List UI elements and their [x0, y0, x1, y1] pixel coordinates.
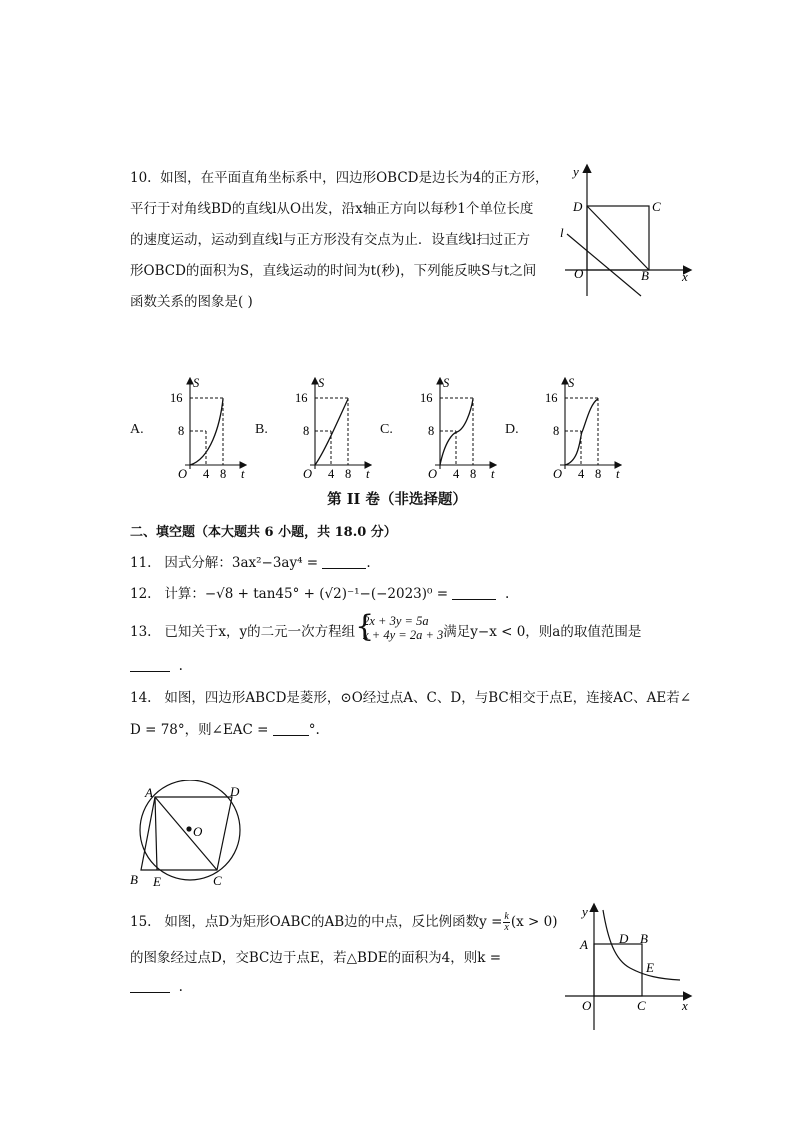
tick-16: 16	[295, 391, 308, 405]
option-graph	[275, 375, 380, 480]
q14-line-2	[130, 718, 320, 738]
x-label: x	[682, 998, 688, 1013]
segment-ae	[155, 797, 157, 870]
q15-end: .	[178, 979, 183, 995]
line-l-label: l	[560, 225, 564, 240]
q12-text: 计算：−√8 + tan45° + (√2)⁻¹−(−2023)⁰ =	[164, 586, 449, 602]
q10-number: 10.	[130, 170, 152, 186]
q15-text-1: 如图，点D为矩形OABC的AB边的中点，反比例函数y =	[164, 914, 503, 930]
line-l	[567, 234, 641, 296]
q14-line-1	[130, 686, 691, 706]
point-d-label: D	[230, 784, 240, 799]
q10-line-3: 的速度运动，运动到直线l与正方形没有交点为止．设直线l扫过正方	[130, 232, 531, 248]
s-label: S	[193, 376, 200, 390]
point-b-label: B	[641, 268, 649, 283]
q14-answer-blank[interactable]	[273, 721, 309, 736]
point-c-label: C	[213, 873, 222, 888]
point-d-label: D	[573, 199, 583, 214]
origin-label: O	[582, 998, 592, 1013]
option-label: C.	[380, 422, 393, 437]
tick-8: 8	[428, 424, 435, 438]
q13-end: .	[178, 658, 183, 674]
q13-equation-system	[355, 608, 444, 644]
point-o-label: O	[193, 824, 203, 839]
part-2-title: 第 II 卷（非选择题）	[327, 491, 467, 508]
t-label: t	[491, 467, 495, 480]
q15-rectangle-figure	[560, 900, 700, 1035]
option-graph	[150, 375, 255, 480]
origin-label: O	[178, 467, 188, 480]
q14-rhombus-figure	[125, 780, 255, 890]
tick-8: 8	[178, 424, 185, 438]
q10-line-1	[130, 166, 549, 186]
option-label: A.	[130, 422, 144, 437]
q14-text-1: 如图，四边形ABCD是菱形，⊙O经过点A、C、D，与BC相交于点E，连接AC、AE若∠	[164, 690, 692, 706]
function-curve	[565, 399, 598, 465]
question-13	[130, 608, 642, 644]
function-curve	[440, 399, 473, 465]
y-label: y	[582, 904, 588, 919]
q14-end: °.	[308, 722, 320, 738]
tick-t8: 8	[220, 467, 227, 480]
point-c-label: C	[652, 199, 661, 214]
tick-t4: 4	[203, 467, 210, 480]
point-d-label: D	[619, 931, 629, 946]
s-label: S	[318, 376, 325, 390]
y-label: y	[573, 164, 579, 179]
q15-number: 15.	[130, 914, 152, 930]
segment-ac	[155, 797, 217, 870]
q14-text-2: D = 78°，则∠EAC =	[130, 722, 269, 738]
q11-answer-blank[interactable]	[322, 554, 366, 569]
origin-label: O	[574, 266, 584, 281]
option-graph	[400, 375, 505, 480]
q10-text-1: 如图，在平面直角坐标系中，四边形OBCD是边长为4的正方形，	[160, 170, 549, 186]
t-label: t	[241, 467, 245, 480]
point-c-label: C	[637, 998, 646, 1013]
q11-text: 因式分解：3ax²−3ay⁴ =	[164, 555, 319, 571]
q15-answer-blank[interactable]	[130, 978, 170, 993]
tick-t8: 8	[345, 467, 352, 480]
q14-number: 14.	[130, 690, 152, 706]
tick-16: 16	[170, 391, 183, 405]
q13-number: 13.	[130, 624, 152, 640]
q15-line-2: 的图象经过点D，交BC边于点E，若△BDE的面积为4，则k =	[130, 950, 502, 966]
tick-t4: 4	[453, 467, 460, 480]
center-o-dot	[186, 826, 191, 831]
q10-line-5: 函数关系的图象是( )	[130, 294, 253, 310]
tick-8: 8	[553, 424, 560, 438]
origin-label: O	[303, 467, 313, 480]
q11-end: .	[366, 555, 371, 571]
q10-line-2: 平行于对角线BD的直线l从O出发，沿x轴正方向以每秒1个单位长度	[130, 201, 534, 217]
option-label: D.	[505, 422, 519, 437]
q15-frac-num: k	[504, 911, 509, 922]
t-label: t	[616, 467, 620, 480]
option-graph	[525, 375, 630, 480]
origin-label: O	[553, 467, 563, 480]
q15-fraction	[503, 912, 509, 933]
origin-label: O	[428, 467, 438, 480]
option-label: B.	[255, 422, 268, 437]
q13-prefix: 已知关于x，y的二元一次方程组	[164, 624, 356, 640]
q10-line-4: 形OBCD的面积为S，直线运动的时间为t(秒)，下列能反映S与t之间	[130, 263, 537, 279]
q13-suffix: 满足y−x < 0，则a的取值范围是	[443, 624, 642, 640]
q13-brace: {	[355, 608, 375, 644]
point-e-label: E	[153, 874, 161, 889]
tick-t8: 8	[470, 467, 477, 480]
point-a-label: A	[145, 785, 153, 800]
q15-line-1	[130, 910, 558, 933]
question-12	[130, 582, 509, 602]
point-b-label: B	[130, 872, 138, 887]
q13-eq1: 2x + 3y = 5a	[363, 613, 429, 628]
tick-8: 8	[303, 424, 310, 438]
point-e-label: E	[646, 960, 654, 975]
q12-answer-blank[interactable]	[452, 585, 496, 600]
tick-t4: 4	[578, 467, 585, 480]
s-label: S	[443, 376, 450, 390]
t-label: t	[366, 467, 370, 480]
q15-frac-den: x	[504, 922, 509, 933]
q12-number: 12.	[130, 586, 152, 602]
point-a-label: A	[580, 937, 588, 952]
q13-answer-blank[interactable]	[130, 657, 170, 672]
tick-16: 16	[420, 391, 433, 405]
point-b-label: B	[640, 931, 648, 946]
fill-in-section-heading: 二、填空题（本大题共 6 小题，共 18.0 分）	[130, 525, 397, 540]
q15-text-1-suffix: (x > 0)	[510, 914, 558, 930]
q13-answer-line	[130, 657, 183, 674]
tick-t4: 4	[328, 467, 335, 480]
diagonal-bd	[587, 206, 649, 270]
tick-t8: 8	[595, 467, 602, 480]
s-label: S	[568, 376, 575, 390]
q15-answer-line	[130, 978, 183, 995]
q13-eq2: x + 4y = 2a + 3	[363, 627, 444, 642]
q11-number: 11.	[130, 555, 152, 571]
question-11	[130, 551, 371, 571]
tick-16: 16	[545, 391, 558, 405]
x-label: x	[682, 269, 688, 284]
q10-square-figure	[555, 158, 705, 298]
q12-end: .	[504, 586, 510, 602]
